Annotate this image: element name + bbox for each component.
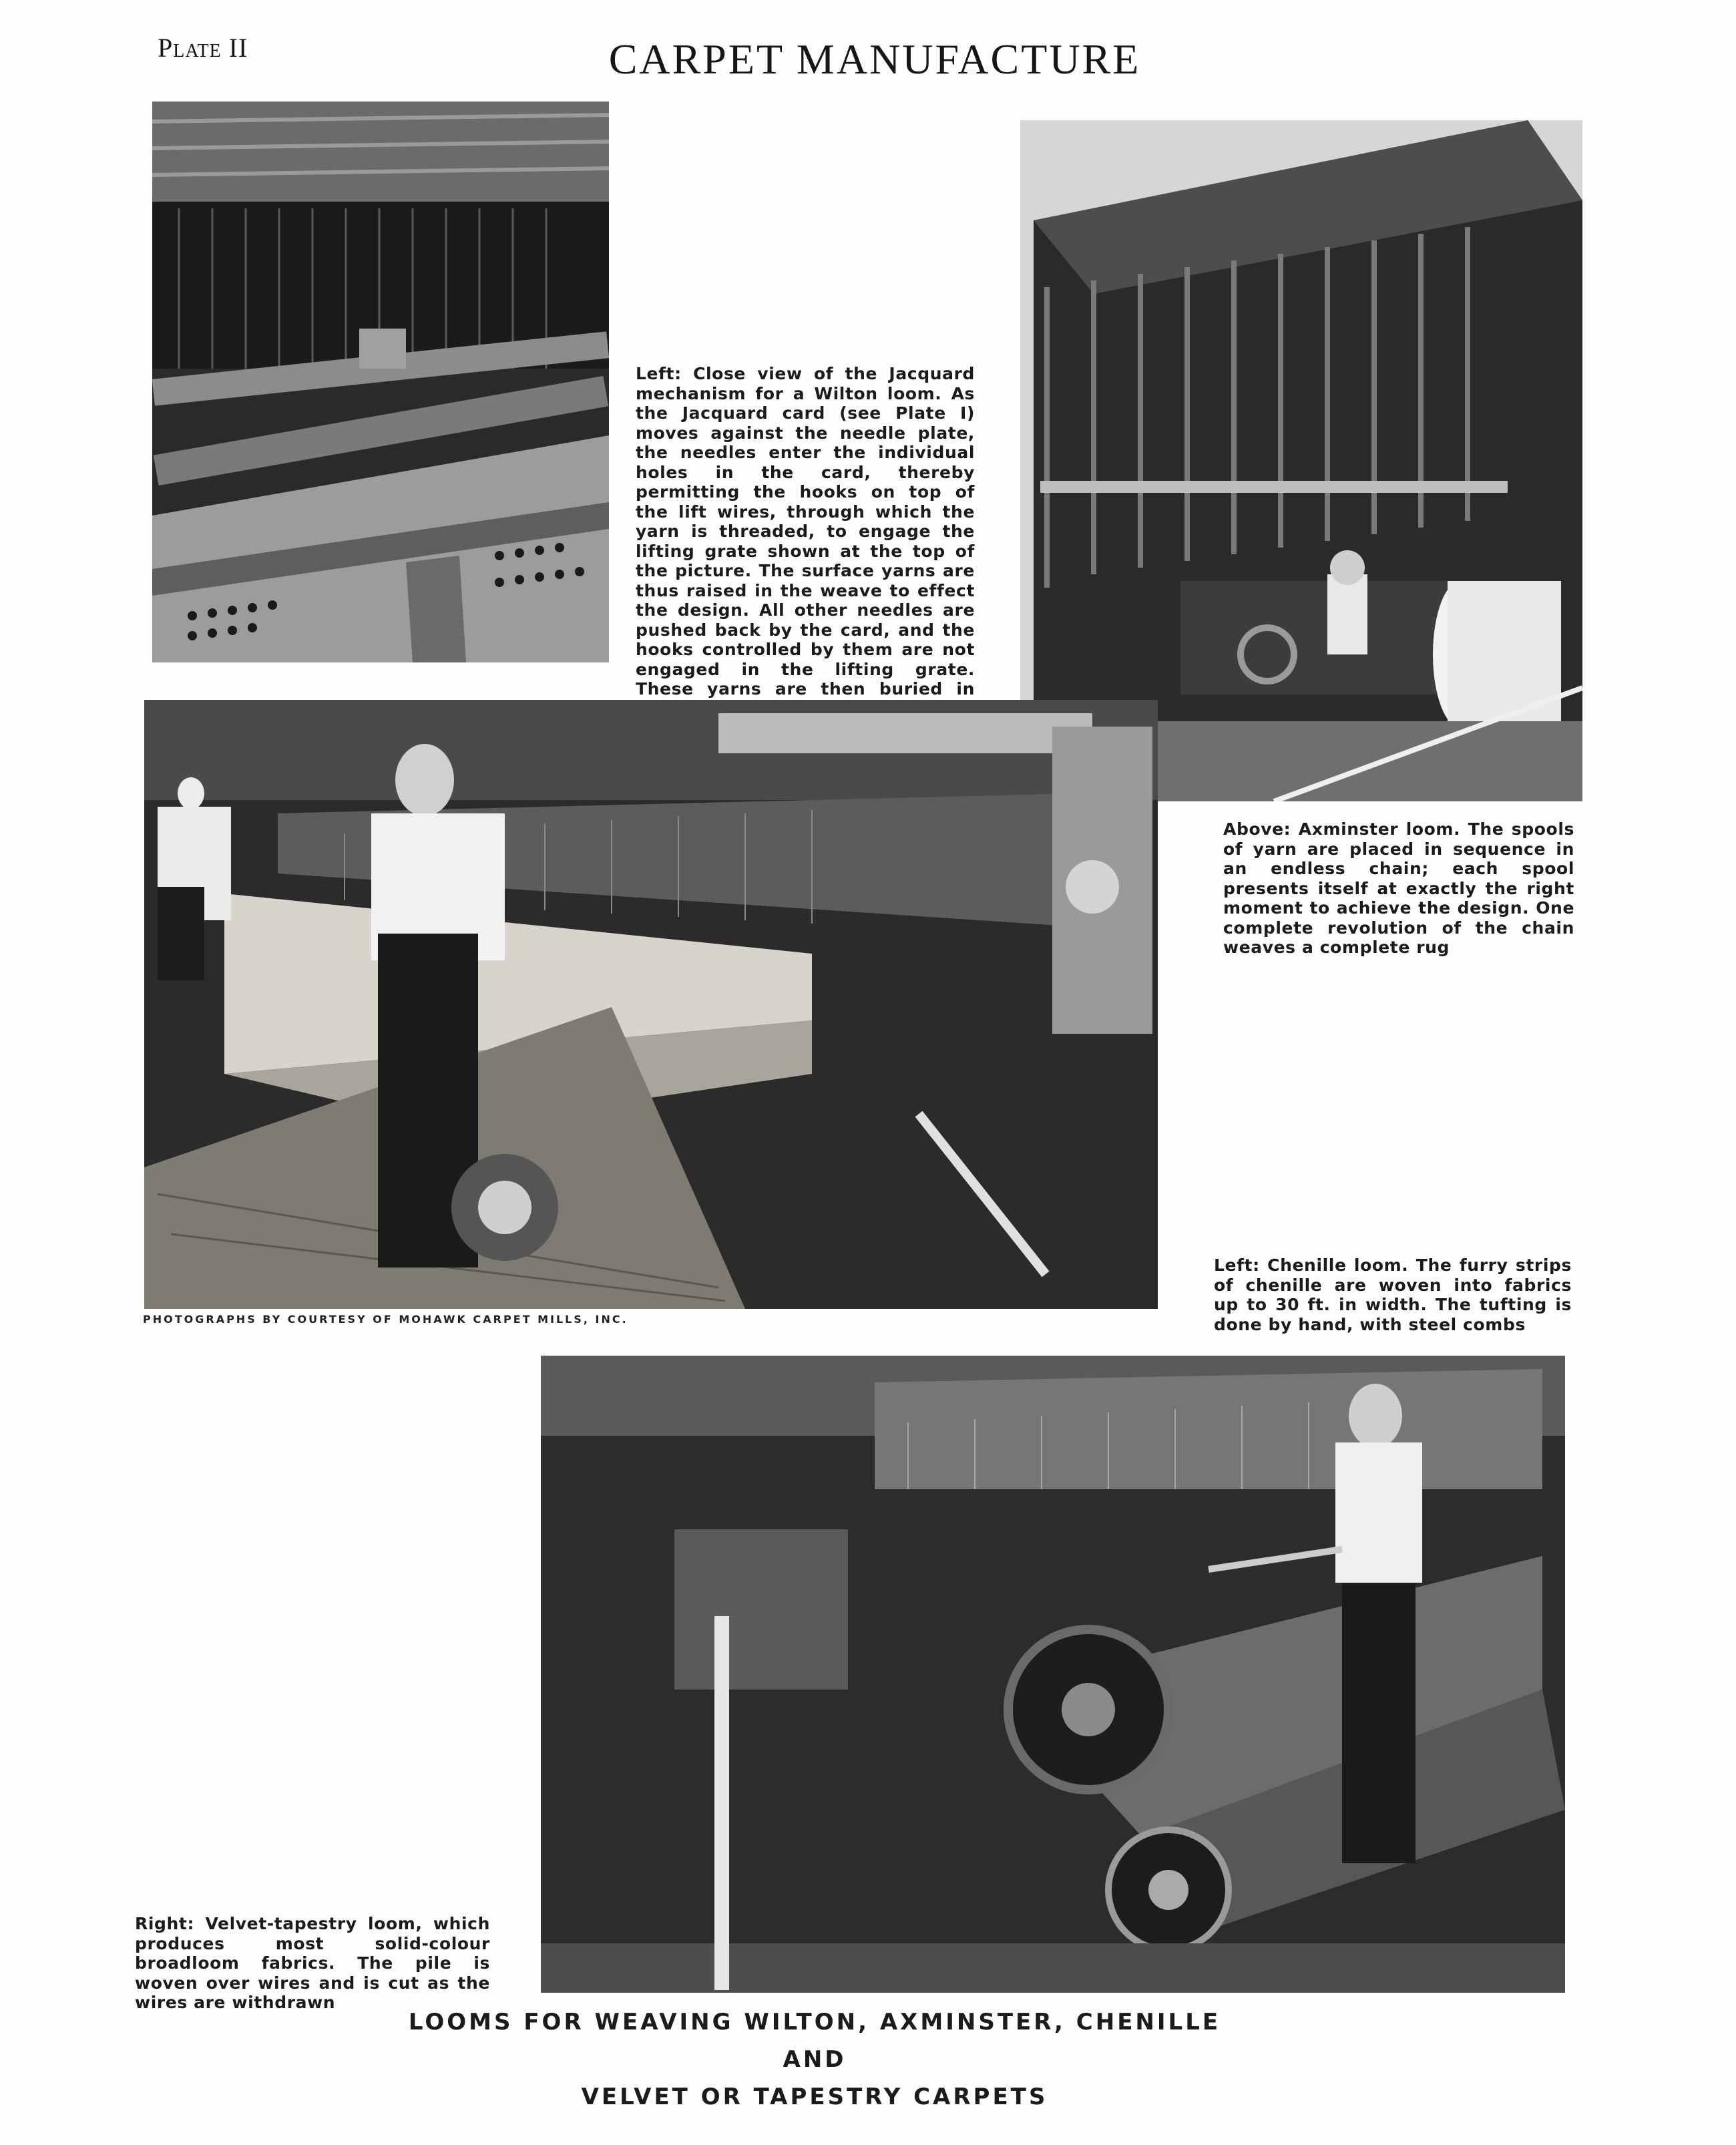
jacquard-illustration	[152, 102, 609, 662]
caption-chenille-lead: Left:	[1214, 1255, 1260, 1275]
caption-chenille-text: Chenille loom. The furry strips of chenille are woven into fabrics up to 30 ft. in width. The tufting is done by hand, with steel combs	[1214, 1255, 1572, 1334]
velvet-illustration	[541, 1356, 1565, 1993]
axminster-illustration	[1020, 120, 1582, 801]
plate-label: Plate II	[158, 33, 248, 63]
caption-jacquard-lead: Left:	[636, 364, 682, 383]
photo-velvet	[541, 1356, 1565, 1993]
photo-chenille	[144, 700, 1158, 1309]
photo-credit: PHOTOGRAPHS BY COURTESY OF MOHAWK CARPET MILLS, INC.	[143, 1313, 628, 1326]
caption-velvet	[135, 1914, 490, 2013]
plate-footer-title	[374, 2003, 1255, 2116]
caption-velvet-lead: Right:	[135, 1914, 195, 1933]
caption-jacquard	[636, 364, 975, 719]
caption-axminster	[1223, 819, 1574, 958]
footer-line-1: LOOMS FOR WEAVING WILTON, AXMINSTER, CHENILLE AND	[408, 2009, 1221, 2073]
chenille-illustration	[144, 700, 1158, 1309]
caption-velvet-text: Velvet-tapestry loom, which produces most solid-colour broadloom fabrics. The pile is woven over wires and is cut as the wires are withdrawn	[135, 1914, 490, 2012]
caption-axminster-text: Axminster loom. The spools of yarn are placed in sequence in an endless chain; each spool presents itself at exactly the right moment to achieve the design. One complete revolution of the chain weaves a complete rug	[1223, 819, 1574, 957]
caption-chenille	[1214, 1255, 1572, 1334]
photo-jacquard	[152, 102, 609, 662]
caption-axminster-lead: Above:	[1223, 819, 1291, 839]
page-title: CARPET MANUFACTURE	[608, 35, 1141, 83]
caption-jacquard-text: Close view of the Jacquard mechanism for a Wilton loom. As the Jacquard card (see Plate I) moves against the needle plate, the needles enter the individual holes in the card, thereby permitting the hooks on top of the lift wires, through which the yarn is threaded, to engage the lifting grate shown at the top of the picture. The surface yarns are thus raised in the weave to effect the design. All other needles are pushed back by the card, and the hooks controlled by them are not engaged in the lifting grate. These yarns are then buried in	[636, 364, 975, 699]
footer-line-2: VELVET OR TAPESTRY CARPETS	[581, 2084, 1048, 2110]
photo-axminster	[1020, 120, 1582, 801]
